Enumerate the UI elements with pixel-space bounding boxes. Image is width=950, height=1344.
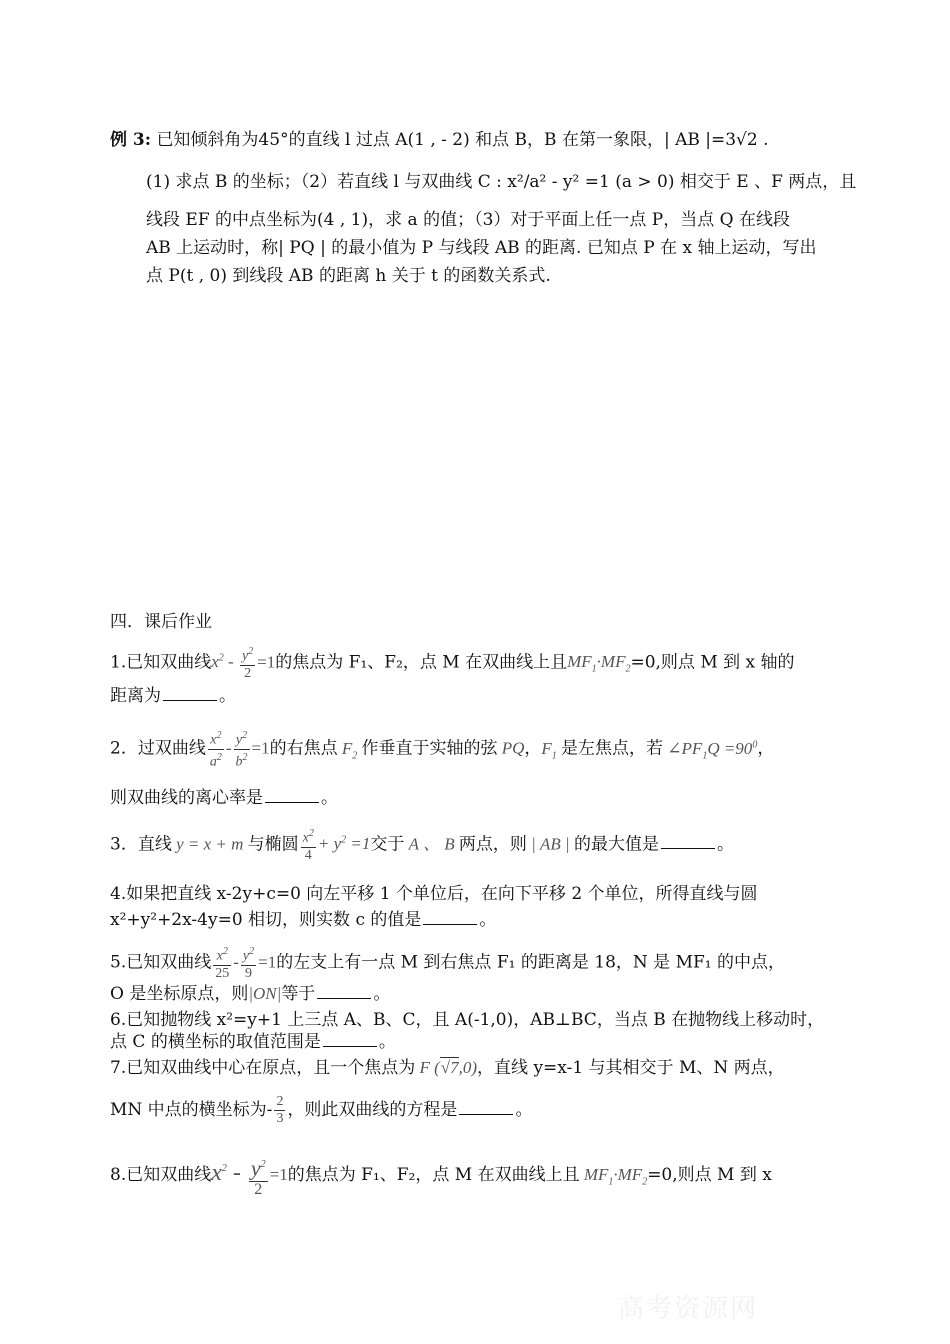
q3-mid4: 的最大值是 xyxy=(573,834,659,855)
q2-end: 。 xyxy=(321,788,338,808)
example3-text2: (1) 求点 B 的坐标；（2）若直线 l 与双曲线 C : x²/a² - y² =1 (a > 0) 相交于 E 、F 两点，且 xyxy=(146,172,857,192)
q3-mid3: 两点，则 xyxy=(458,834,527,855)
q4-answer-blank[interactable] xyxy=(423,908,477,925)
q5-end: 。 xyxy=(373,984,391,1004)
q1-pre: 1.已知双曲线 xyxy=(110,652,212,673)
example3-text3: 线段 EF 的中点坐标为(4 , 1)，求 a 的值；（3）对于平面上任一点 P，当点 Q 在线段 xyxy=(146,210,790,230)
q3-mid2: 交于 xyxy=(370,834,405,855)
q7-line2-text: MN 中点的横坐标为- xyxy=(110,1100,273,1120)
q2-line2-text: 则双曲线的离心率是 xyxy=(110,788,263,808)
q5-line2b: 等于 xyxy=(281,984,316,1004)
q5-pre: 5.已知双曲线 xyxy=(110,952,212,973)
q1-line2-text: 距离为 xyxy=(110,686,161,706)
q1-frac: $\frac{y^2}{2}$ xyxy=(241,646,254,681)
q7-line2b: ，则此双曲线的方程是 xyxy=(287,1100,458,1120)
q7-pre: 7.已知双曲线中心在原点，且一个焦点为 xyxy=(110,1058,416,1078)
q7-end: 。 xyxy=(515,1100,533,1120)
q8-line1: 8.已知双曲线$x^2$ - $\frac{y^2}{2}$ =1的焦点为 F₁、F₂，点 M 在双曲线上且 $MF_1\cdot MF_2=0$,则点 M 到 x xyxy=(110,1152,772,1199)
q3-frac: $\frac{x^2}{4}$ xyxy=(302,828,314,863)
q3-mid1: 与椭圆 xyxy=(247,834,299,855)
section-title: 四．课后作业 xyxy=(110,612,212,632)
q2-frac2: $\frac{y^2}{b^2}$ xyxy=(235,730,248,770)
q3-answer-blank[interactable] xyxy=(661,832,715,849)
q5-line2-text: O 是坐标原点，则 xyxy=(110,984,249,1004)
q2-answer-blank[interactable] xyxy=(265,786,319,803)
q5-line1: 5.已知双曲线 $\frac{x^2}{25}$ - $\frac{y^2}{9}$ =1的左支上有一点 M 到右焦点 F₁ 的距离是 18，N 是 MF₁ 的中点， xyxy=(110,946,785,981)
q7-line1: 7.已知双曲线中心在原点，且一个焦点为 F (√7,0)，直线 y=x-1 与其相交于 M、N 两点， xyxy=(110,1058,785,1078)
example3-label: 例 3: xyxy=(110,130,152,150)
q1-line1: 1.已知双曲线$x^2$ - $\frac{y^2}{2}$ =1的焦点为 F₁、F₂，点 M 在双曲线上且$MF_1\cdot MF_2=0$,则点 M 到 x 轴的 xyxy=(110,646,795,681)
example3-line1 xyxy=(110,128,769,152)
example3-text4: AB 上运动时，称| PQ | 的最小值为 P 与线段 AB 的距离. 已知点 P 在 x 轴上运动，写出 xyxy=(146,238,817,258)
q2-mid2: 作垂直于实轴的弦 xyxy=(361,738,498,759)
q2-mid1: 的右焦点 xyxy=(269,738,338,759)
q7-answer-blank[interactable] xyxy=(459,1098,513,1115)
q6-line2-text: 点 C 的横坐标的取值范围是 xyxy=(110,1032,321,1052)
q1-mid: 的焦点为 F₁、F₂，点 M 在双曲线上且 xyxy=(275,652,568,673)
q1-end: 。 xyxy=(219,686,236,706)
q4-end: 。 xyxy=(479,910,497,930)
q1-line2 xyxy=(110,684,236,708)
example3-line5 xyxy=(146,264,551,288)
example3-line3 xyxy=(146,208,790,232)
q2-line1: 2．过双曲线 $\frac{x^2}{a^2}$ - $\frac{y^2}{b^2}$ =1的右焦点 $F_2$ 作垂直于实轴的弦 PQ，$F_1$ 是左焦点，若 $\angle PF_1Q =90^0$， xyxy=(110,730,775,770)
q7-post: ，直线 y=x-1 与其相交于 M、N 两点， xyxy=(477,1058,785,1078)
q2-line2 xyxy=(110,786,338,810)
q4-line2 xyxy=(110,908,496,932)
q6-line1: 6.已知抛物线 x²=y+1 上三点 A、B、C，且 A(-1,0)，AB⊥BC，当点 B 在抛物线上移动时， xyxy=(110,1010,825,1030)
q7-frac: $\frac{2}{3}$ xyxy=(276,1094,284,1126)
q5-post: 的左支上有一点 M 到右焦点 F₁ 的距离是 18，N 是 MF₁ 的中点， xyxy=(276,952,785,973)
q1-post: =0,则点 M 到 x 轴的 xyxy=(630,652,795,673)
q8-pre: 8.已知双曲线 xyxy=(110,1165,212,1185)
q8-frac: $\frac{y^2}{2}$ xyxy=(249,1153,268,1197)
q3-pre: 3．直线 xyxy=(110,834,172,855)
q3-end: 。 xyxy=(716,834,734,855)
q6-line2 xyxy=(110,1030,396,1054)
q8-mid: 的焦点为 F₁、F₂，点 M 在双曲线上且 xyxy=(287,1165,580,1185)
q8-post: =0,则点 M 到 x xyxy=(647,1165,772,1185)
q5-frac2: $\frac{y^2}{9}$ xyxy=(242,946,255,981)
watermark: 高考资源网 xyxy=(618,1294,759,1324)
q7-line2 xyxy=(110,1094,532,1127)
example3-line4 xyxy=(146,236,817,260)
q1-answer-blank[interactable] xyxy=(163,684,217,701)
q2-mid3: 是左焦点，若 xyxy=(561,738,664,759)
q2-pre: 2．过双曲线 xyxy=(110,738,206,759)
q4-line1: 4.如果把直线 x-2y+c=0 向左平移 1 个单位后，在向下平移 2 个单位，所得直线与圆 xyxy=(110,884,758,904)
example3-text1: 已知倾斜角为45°的直线 l 过点 A(1 , - 2) 和点 B，B 在第一象限，| AB |=3√2 . xyxy=(156,130,769,150)
q1-formula: $x^2$ - xyxy=(211,652,238,672)
example3-line2 xyxy=(146,170,856,194)
q3-line1: 3．直线 y = x + m 与椭圆 $\frac{x^2}{4}$ + $y^2 =1$交于 A 、 B 两点，则 | AB | 的最大值是 。 xyxy=(110,828,734,863)
q6-answer-blank[interactable] xyxy=(323,1030,377,1047)
q2-frac1: $\frac{x^2}{a^2}$ xyxy=(209,730,222,770)
q5-frac1: $\frac{x^2}{25}$ xyxy=(215,946,230,981)
q4-line2-text: x²+y²+2x-4y=0 相切，则实数 c 的值是 xyxy=(110,910,422,930)
example3-text5: 点 P(t , 0) 到线段 AB 的距离 h 关于 t 的函数关系式. xyxy=(146,266,551,286)
q6-end: 。 xyxy=(378,1032,396,1052)
q5-answer-blank[interactable] xyxy=(317,982,371,999)
q5-line2: O 是坐标原点，则|ON|等于 。 xyxy=(110,984,391,1004)
q1-vector: $MF_1\cdot MF_2$ xyxy=(567,652,631,675)
